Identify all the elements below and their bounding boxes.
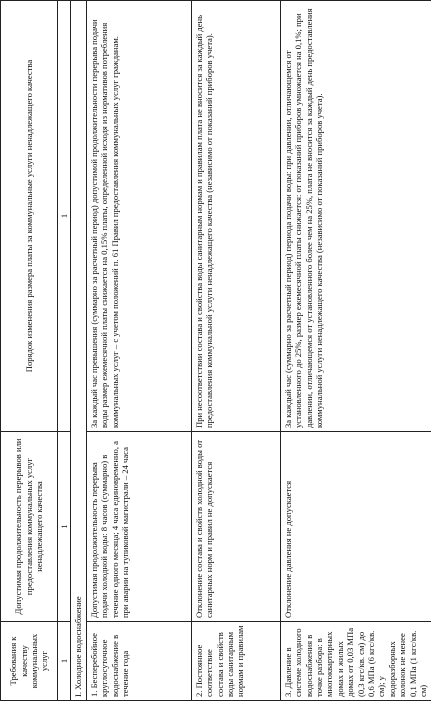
row-payment: При несоответствии состава и свойства воды санитарным нормам и правилам плата не вносится за каждый день предоставления коммунальной услуги ненадлежащего качества (независимо от показаний приборов учета). — [191, 1, 280, 432]
row-payment: За каждый час превышения (суммарно за расчетный период) допустимой продолжительности перерыва подачи воды размер ежемесячной платы снижается на 0,15% платы, определенной исходя из нормативов потребления коммунальных услуг – с учетом положений п. 61 Правил предоставления коммунальных услуг гражданам. — [86, 1, 191, 432]
column-number-row — [58, 1, 71, 701]
header-payment: Порядок изменения размера платы за коммунальные услуги ненадлежащего качества — [1, 1, 58, 432]
row-duration: Отклонение состава и свойств холодной воды от санитарных норм и правил не допускается — [191, 432, 280, 622]
section-title: I. Холодное водоснабжение — [71, 1, 86, 701]
column-number: 1 — [58, 1, 71, 432]
row-duration: Отклонение давления не допускается — [280, 432, 431, 622]
row-requirement: 3. Давление в системе холодного водоснабжения в точке разбора: в многоквартирных домах и жилых домах от 0,03 МПа (0,3 кгс/кв. см) до 0,6 МПа (6 кгс/кв. см); у водоразборных колонок не менее 0,1 МПа (1 кгс/кв. см) — [280, 622, 431, 701]
section-row — [71, 1, 86, 701]
row-payment: За каждый час (суммарно за расчетный период) периода подачи воды: при давлении, отличающемся от установленного до 25%, размер ежемесячной платы снижается: от показаний приборов умножается на 0,1%; при давлении, отличающемся от установленного более чем на 25%, плата не вносится за каждый день предоставления коммунальной услуги ненадлежащего качества (независимо от показаний приборов учета). — [280, 1, 431, 432]
column-number: 1 — [58, 622, 71, 701]
row-requirement: 2. Постоянное соответствие состава и свойств воды санитарным нормам и правилам — [191, 622, 280, 701]
table-row — [280, 1, 431, 701]
header-duration: Допустимая продолжительность перерывов или предоставления коммунальных услуг ненадлежащего качества — [1, 432, 58, 622]
row-duration: Допустимая продолжительность перерыва подачи холодной воды: 8 часов (суммарно) в течение одного месяца; 4 часа единовременно, а при аварии на тупиковой магистрали – 24 часа — [86, 432, 191, 622]
table-row — [191, 1, 280, 701]
table-row — [86, 1, 191, 701]
header-row — [1, 1, 58, 701]
row-requirement: 1. Бесперебойное круглосуточное водоснабжение в течение года — [86, 622, 191, 701]
header-requirements: Требования к качеству коммунальных услуг — [1, 622, 58, 701]
column-number: 1 — [58, 432, 71, 622]
